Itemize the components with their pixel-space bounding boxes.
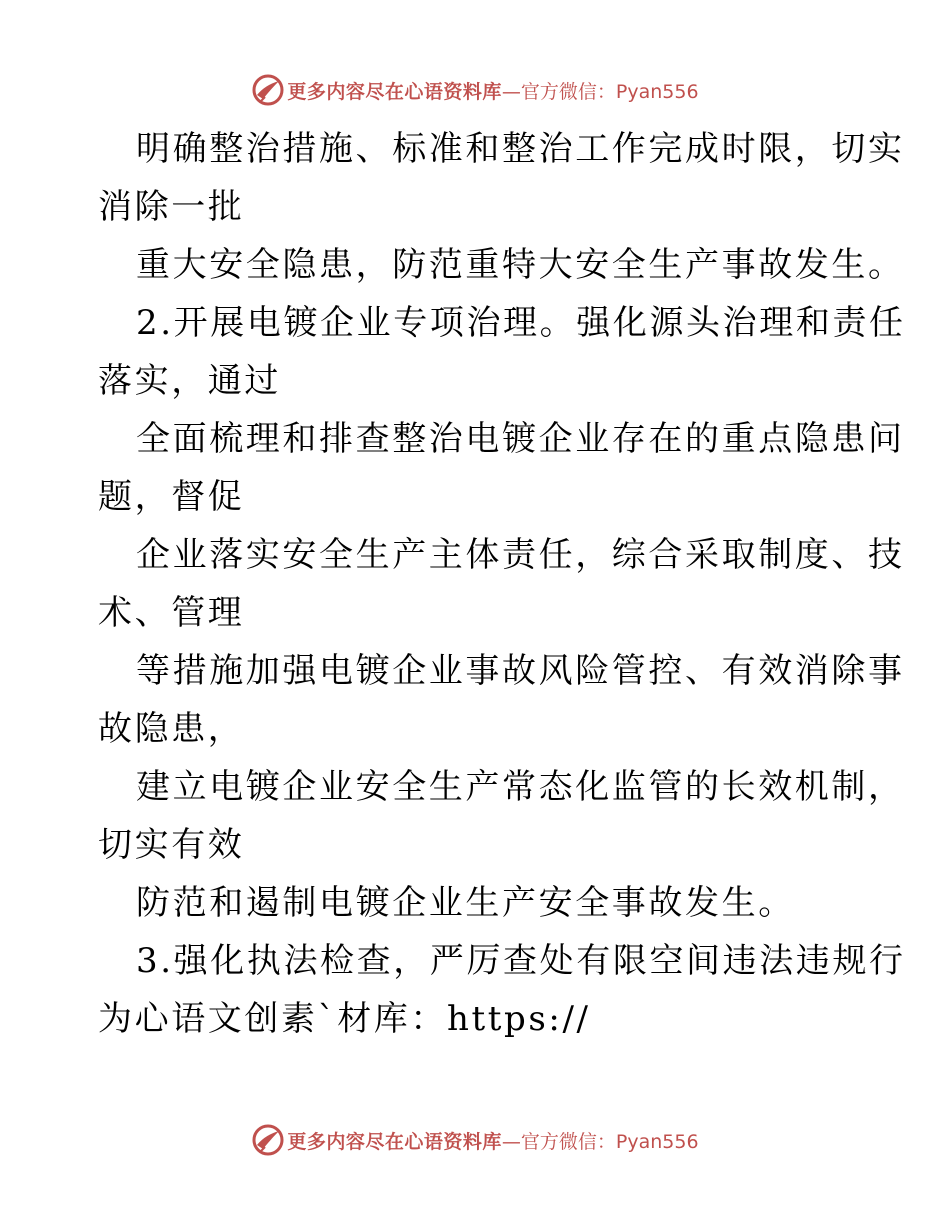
header-banner	[0, 70, 950, 110]
brush-logo-icon	[251, 73, 285, 107]
text-line: 术、管理	[98, 593, 245, 633]
text-line: 3.强化执法检查，严厉查处有限空间违法违规行	[136, 941, 906, 981]
banner-title: 更多内容尽在心语资料库	[287, 80, 502, 103]
body-text	[98, 120, 906, 1048]
text-line: 2.开展电镀企业专项治理。强化源头治理和责任	[136, 303, 906, 343]
text-line: 为心语文创素`材库：https://	[98, 999, 591, 1039]
brush-logo-icon	[251, 1123, 285, 1157]
text-line: 故隐患，	[98, 709, 245, 749]
text-line: 题，督促	[98, 477, 245, 517]
text-line: 企业落实安全生产主体责任，综合采取制度、技	[136, 535, 905, 575]
banner-title: 更多内容尽在心语资料库	[287, 1130, 502, 1153]
text-line: 重大安全隐患，防范重特大安全生产事故发生。	[136, 245, 905, 285]
text-line: 明确整治措施、标准和整治工作完成时限，切实	[136, 129, 905, 169]
footer-banner	[0, 1120, 950, 1160]
text-line: 切实有效	[98, 825, 245, 865]
text-line: 防范和遏制电镀企业生产安全事故发生。	[136, 883, 795, 923]
banner-wechat: —官方微信：Pyan556	[501, 80, 699, 103]
text-line: 全面梳理和排查整治电镀企业存在的重点隐患问	[136, 419, 905, 459]
text-line: 建立电镀企业安全生产常态化监管的长效机制，	[136, 767, 905, 807]
banner-wechat: —官方微信：Pyan556	[501, 1130, 699, 1153]
text-line: 消除一批	[98, 187, 245, 227]
text-line: 等措施加强电镀企业事故风险管控、有效消除事	[136, 651, 905, 691]
text-line: 落实，通过	[98, 361, 281, 401]
